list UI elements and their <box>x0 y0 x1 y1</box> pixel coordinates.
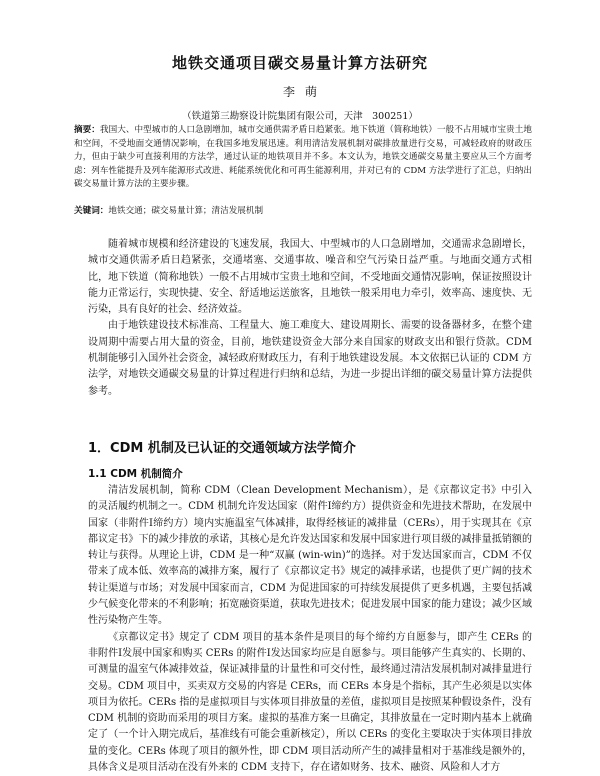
author-affiliation: （铁道第三勘察设计院集团有限公司，天津 300251） <box>182 111 418 122</box>
keywords-text: 地铁交通；碳交易量计算；清洁发展机制 <box>108 206 264 216</box>
intro-paragraph: 随着城市规模和经济建设的飞速发展，我国大、中型城市的人口急剧增加，交通需求急剧增长，城市交通供需矛盾日趋紧张，交通堵塞、交通事故、噪音和空气污染日益严重。与地面交通方式相比，地下铁道（简称地铁）一般不占用城市宝贵土地和空间，不受地面交通情况影响，保证按照设计能力正常运行，实现快捷、安全、舒适地运送旅客，且地铁一般采用电力牵引，效率高、速度快、无污染，具有良好的社会、经济效益。 <box>88 239 532 316</box>
abstract <box>74 124 532 192</box>
abstract-label: 摘要： <box>74 125 100 135</box>
cdm-paragraph: 《京都议定书》规定了 CDM 项目的基本条件是项目的每个缔约方自愿参与，即产生 CERs 的非附件Ⅰ发展中国家和购买 CERs 的附件Ⅰ发达国家均应是自愿参与。项目能够产生真实的、长期的、可测量的温室气体减排效益，保证减排量的计量性和可交付性，最终通过清洁发展机制对减排量进行交易。CDM 项目中，买卖双方交易的内容是 CERs，而 CERs 本身是个指标，其产生必须是以实体项目为依托。CERs 指的是虚拟项目与实体项目排放量的差值，虚拟项目是按照某种假设条件，没有 CDM 机制的资助而采用的项目方案。虚拟的基准方案一旦确定，其排放量在一定时期内基本上就确定了（一个计入期完成后，基准线有可能会重新核定），所以 CERs 的变化主要取决于实体项目排放量的变化。CERs 体现了项目的额外性，即 CDM 项目活动所产生的减排量相对于基准线是额外的，具体含义是项目活动在没有外来的 CDM 支持下，存在诸如财务、技术、融资、风险和人才方 <box>88 631 532 774</box>
section-heading-1-1: 1.1 CDM 机制简介 <box>88 468 183 480</box>
keywords <box>74 205 532 218</box>
paper-title: 地铁交通项目碳交易量计算方法研究 <box>171 54 428 72</box>
cdm-paragraph: 清洁发展机制，简称 CDM（Clean Development Mechanism），是《京都议定书》中引入的灵活履约机制之一。CDM 机制允许发达国家（附件Ⅰ缔约方）提供资金和先进技术帮助，在发展中国家（非附件Ⅰ缔约方）境内实施温室气体减排，取得经核证的减排量（CERs），用于实现其在《京都议定书》下的减少排放的承诺，其核心是允许发达国家和发展中国家进行项目级的减排量抵销额的转让与获得。从理论上讲，CDM 是一种“双赢 (win-win)”的选择。对于发达国家而言，CDM 不仅带来了成本低、效率高的减排方案，履行了《京都议定书》规定的减排承诺，也提供了更广阔的技术转让渠道与市场；对发展中国家而言，CDM 为促进国家的可持续发展提供了更多机遇，主要包括减少气候变化带来的不利影响；拓宽融资渠道，获取先进技术；促进发展中国家的能力建设；减少区域性污染物产生等。 <box>88 485 532 627</box>
cdm-section-body <box>88 483 532 776</box>
introduction <box>88 237 532 400</box>
intro-paragraph: 由于地铁建设技术标准高、工程量大、施工难度大、建设周期长、需要的设备器材多，在整个建设周期中需要占用大量的资金，目前，地铁建设资金大部分来自国家的财政支出和银行贷款。CDM 机制能够引入国外社会资金，减轻政府财政压力，有利于地铁建设发展。本文依据已认证的 CDM 方法学，对地铁交通碳交易量的计算过程进行归纳和总结，为进一步提出详细的碳交易量计算方法提供参考。 <box>88 320 532 397</box>
abstract-text: 我国大、中型城市的人口急剧增加，城市交通供需矛盾日趋紧张。地下铁道（简称地铁）一般不占用城市宝贵土地和空间，不受地面交通情况影响，在我国多地发展迅速。利用清洁发展机制对碳排放量进行交易，可减轻政府的财政压力，但由于缺少可直接利用的方法学，通过认证的地铁项目并不多。本文认为，地铁交通碳交易量主要应从三个方面考虑：列车性能提升及列车能源形式改进、耗能系统优化和可再生能源利用，并对已有的 CDM 方法学进行了汇总，归纳出碳交易量计算方法的主要步骤。 <box>74 125 532 190</box>
author-name: 李萌 <box>282 85 327 99</box>
keywords-label: 关键词： <box>74 206 109 216</box>
section-heading-1: 1．CDM 机制及已认证的交通领域方法学简介 <box>88 441 356 456</box>
